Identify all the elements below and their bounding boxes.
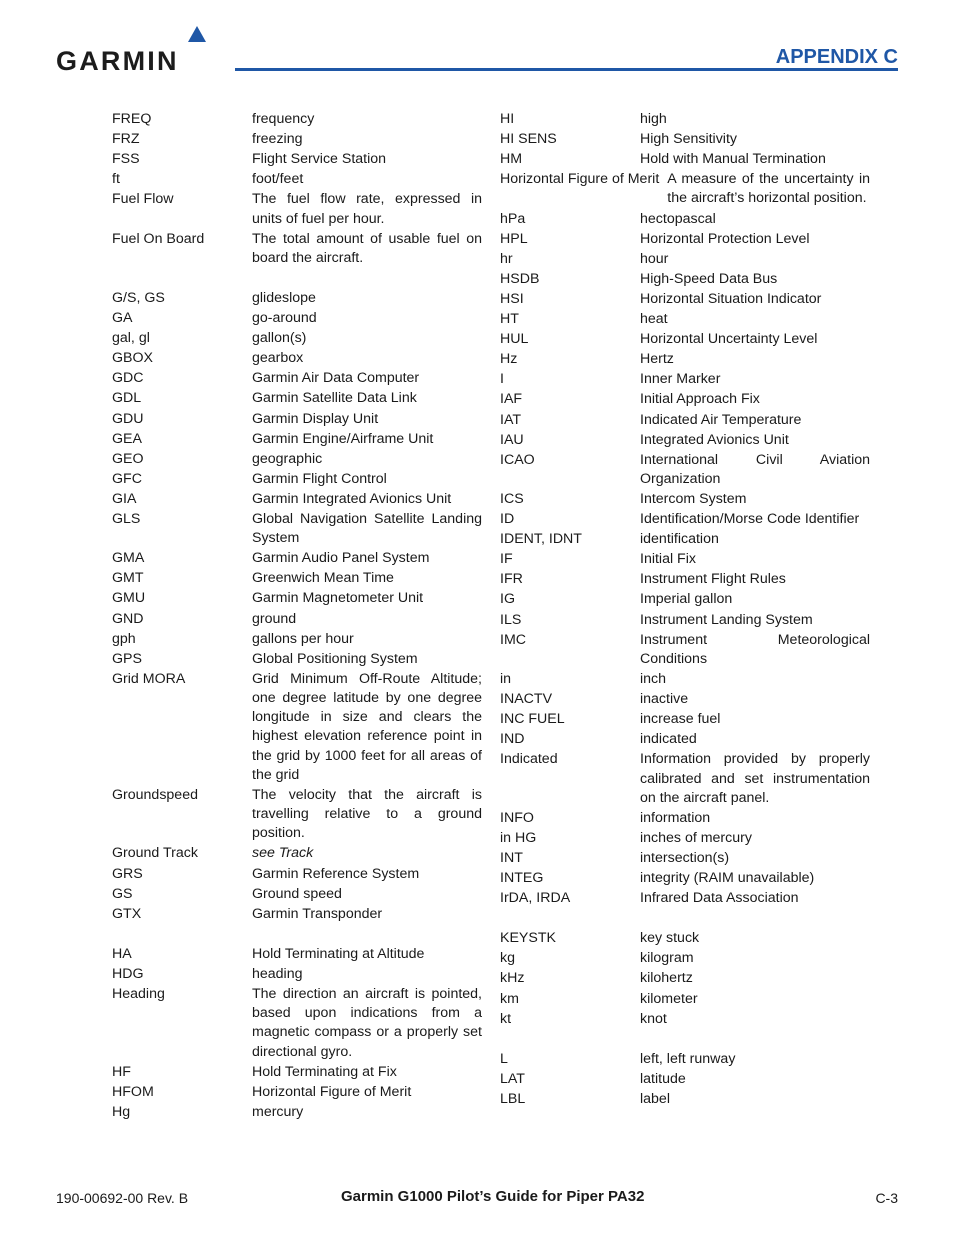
glossary-definition: Horizontal Uncertainty Level: [640, 331, 818, 348]
glossary-left-column: [112, 110, 482, 1123]
glossary-entry: [500, 230, 870, 249]
glossary-entry: [112, 945, 482, 964]
glossary-entry: [500, 170, 870, 208]
glossary-term: GMU: [112, 590, 146, 607]
glossary-entry: [112, 549, 482, 568]
glossary-entry: [500, 390, 870, 409]
glossary-term: IMC: [500, 631, 527, 648]
glossary-definition: Garmin Integrated Avionics Unit: [252, 490, 452, 507]
glossary-definition: Hertz: [640, 351, 674, 368]
glossary-term: ICAO: [500, 451, 535, 468]
glossary-term: GDC: [112, 370, 144, 387]
glossary-definition: Indicated Air Temperature: [640, 411, 802, 428]
glossary-definition: Identification/Morse Code Identifier: [640, 511, 860, 528]
glossary-entry: [500, 250, 870, 269]
footer-page-number: C-3: [875, 1190, 898, 1206]
glossary-definition: High Sensitivity: [640, 131, 737, 148]
glossary-definition: Inner Marker: [640, 371, 721, 388]
glossary-term: kt: [500, 1010, 512, 1027]
glossary-definition: heading: [252, 965, 303, 982]
glossary-entry: [112, 844, 482, 863]
glossary-definition: gallon(s): [252, 330, 307, 347]
glossary-term: HFOM: [112, 1083, 154, 1100]
glossary-definition: Initial Approach Fix: [640, 391, 760, 408]
glossary-definition: Intercom System: [640, 491, 747, 507]
glossary-entry: [112, 130, 482, 149]
glossary-definition: kilometer: [640, 990, 698, 1007]
glossary-definition: indicated: [640, 731, 697, 748]
glossary-definition: Flight Service Station: [252, 151, 387, 168]
glossary-term: HPL: [500, 230, 528, 247]
glossary-entry: [112, 569, 482, 588]
glossary-term: GPS: [112, 650, 142, 667]
glossary-term: gph: [112, 630, 136, 647]
glossary-term: HI: [500, 111, 515, 127]
glossary-definition: Imperial gallon: [640, 591, 733, 608]
glossary-entry: [500, 990, 870, 1009]
glossary-term: GEA: [112, 430, 142, 447]
glossary-entry: [500, 411, 870, 430]
glossary-entry: [500, 1070, 870, 1089]
glossary-definition: Infrared Data Association: [640, 890, 799, 907]
glossary-definition: inch: [640, 670, 667, 687]
glossary-definition: gallons per hour: [252, 630, 354, 647]
glossary-definition: knot: [640, 1010, 667, 1027]
glossary-entry: [112, 865, 482, 884]
glossary-term: Fuel Flow: [112, 191, 174, 208]
glossary-definition: kilohertz: [640, 970, 693, 987]
glossary-term: HF: [112, 1063, 131, 1080]
glossary-term: I: [500, 371, 504, 388]
glossary-entry: [500, 710, 870, 729]
glossary-entry: [500, 370, 870, 389]
glossary-entry: [500, 290, 870, 309]
glossary-definition: The total amount of usable fuel on board the aircraft.: [252, 230, 482, 266]
glossary-entry: [500, 829, 870, 848]
glossary-definition: Hold Terminating at Altitude: [252, 945, 425, 962]
glossary-definition: Instrument Meteorological Conditions: [640, 631, 870, 667]
logo-wordmark: GARMIN: [56, 46, 179, 76]
glossary-term: INC FUEL: [500, 711, 565, 728]
glossary-term: Groundspeed: [112, 786, 198, 803]
glossary-term: GRS: [112, 865, 143, 882]
glossary-entry: [112, 450, 482, 469]
glossary-term: KEYSTK: [500, 930, 556, 947]
glossary-entry: [112, 329, 482, 348]
glossary-entry: [500, 270, 870, 289]
glossary-term: HM: [500, 151, 523, 168]
glossary-term: Ground Track: [112, 845, 198, 862]
glossary-definition: see Track: [252, 845, 314, 862]
glossary-term: IFR: [500, 571, 523, 588]
glossary-definition: Hold Terminating at Fix: [252, 1063, 397, 1080]
glossary-definition: The direction an aircraft is pointed, based upon indications from a magnetic compass or a properly set directional gyro.: [252, 986, 482, 1060]
glossary-entry: [500, 550, 870, 569]
glossary-entry: [112, 1063, 482, 1082]
glossary-entry: [500, 510, 870, 529]
glossary-term: Horizontal Figure of Merit: [500, 171, 660, 188]
glossary-term: GND: [112, 610, 144, 627]
glossary-entry: [112, 470, 482, 489]
glossary-definition: intersection(s): [640, 850, 730, 867]
glossary-entry: [500, 150, 870, 169]
glossary-entry: [500, 889, 870, 908]
section-gap: [112, 269, 482, 289]
footer-doc-number: 190-00692-00 Rev. B: [56, 1190, 189, 1206]
glossary-entry: [112, 230, 482, 268]
glossary-term: Hg: [112, 1103, 131, 1120]
glossary-term: IAF: [500, 391, 523, 408]
glossary-entry: [112, 349, 482, 368]
glossary-term: INT: [500, 850, 523, 867]
glossary-definition: Global Navigation Satellite Landing System: [252, 511, 482, 547]
section-gap: [500, 1030, 870, 1050]
glossary-entry: [500, 631, 870, 669]
glossary-entry: [500, 110, 870, 129]
glossary-term: GTX: [112, 905, 142, 922]
section-gap: [112, 925, 482, 945]
glossary-definition: heat: [640, 311, 668, 328]
glossary-definition: freezing: [252, 131, 303, 148]
glossary-definition: Garmin Air Data Computer: [252, 370, 420, 387]
glossary-entry: [112, 190, 482, 228]
glossary-term: GIA: [112, 490, 137, 507]
glossary-definition: A measure of the uncertainty in the aircraft’s horizontal position.: [667, 171, 870, 207]
glossary-term: INFO: [500, 809, 534, 826]
glossary-entry: [112, 490, 482, 509]
glossary-definition: mercury: [252, 1103, 304, 1120]
glossary-entry: [500, 611, 870, 630]
glossary-definition: increase fuel: [640, 711, 721, 728]
glossary-term: FSS: [112, 151, 140, 168]
glossary-entry: [500, 330, 870, 349]
glossary-entry: [500, 849, 870, 868]
glossary-definition: integrity (RAIM unavailable): [640, 870, 815, 887]
glossary-entry: [500, 451, 870, 489]
glossary-definition: label: [640, 1090, 670, 1107]
glossary-definition: hectopascal: [640, 210, 716, 227]
glossary-term: ft: [112, 171, 120, 188]
glossary-term: LBL: [500, 1090, 526, 1107]
glossary-definition: frequency: [252, 111, 315, 127]
glossary-term: IND: [500, 731, 525, 748]
glossary-definition: Horizontal Figure of Merit: [252, 1083, 412, 1100]
glossary-entry: [112, 670, 482, 785]
glossary-entry: [500, 750, 870, 808]
glossary-definition: Information provided by properly calibrated and set instrumentation on the aircraft panel.: [640, 751, 870, 806]
glossary-definition: latitude: [640, 1070, 686, 1087]
glossary-definition: Hold with Manual Termination: [640, 151, 826, 168]
glossary-definition: Greenwich Mean Time: [252, 570, 394, 587]
glossary-definition: Instrument Landing System: [640, 611, 813, 628]
glossary-entry: [500, 310, 870, 329]
glossary-entry: [112, 786, 482, 844]
glossary-entry: [112, 389, 482, 408]
glossary-entry: [500, 949, 870, 968]
glossary-term: GA: [112, 310, 133, 327]
glossary-term: GMA: [112, 550, 145, 567]
glossary-definition: inactive: [640, 691, 689, 708]
glossary-term: L: [500, 1050, 508, 1067]
glossary-term: INACTV: [500, 691, 553, 708]
glossary-entry: [500, 431, 870, 450]
glossary-definition: Garmin Satellite Data Link: [252, 390, 417, 407]
glossary-term: kg: [500, 950, 515, 967]
glossary-term: Indicated: [500, 751, 558, 768]
glossary-definition: ground: [252, 610, 297, 627]
glossary-definition: Garmin Audio Panel System: [252, 550, 430, 567]
glossary-term: HI SENS: [500, 131, 557, 148]
glossary-term: GDL: [112, 390, 142, 407]
glossary-entry: [500, 1010, 870, 1029]
glossary-entry: [112, 610, 482, 629]
glossary-term: IrDA, IRDA: [500, 890, 571, 907]
glossary-definition: Horizontal Protection Level: [640, 230, 810, 247]
glossary-term: ILS: [500, 611, 522, 628]
glossary-definition: kilogram: [640, 950, 694, 967]
glossary-definition: inches of mercury: [640, 829, 752, 846]
glossary-entry: [112, 170, 482, 189]
glossary-term: G/S, GS: [112, 289, 165, 306]
glossary-term: HSI: [500, 290, 524, 307]
glossary-entry: [112, 650, 482, 669]
glossary-definition: Garmin Magnetometer Unit: [252, 590, 424, 607]
glossary-definition: Horizontal Situation Indicator: [640, 290, 822, 307]
glossary-entry: [112, 885, 482, 904]
glossary-definition: Ground speed: [252, 885, 342, 902]
glossary-entry: [500, 869, 870, 888]
glossary-entry: [112, 110, 482, 129]
glossary-definition: gearbox: [252, 350, 304, 367]
glossary-entry: [500, 929, 870, 948]
glossary-term: HSDB: [500, 270, 540, 287]
glossary-definition: Garmin Flight Control: [252, 470, 387, 487]
glossary-term: Heading: [112, 986, 165, 1003]
glossary-entry: [112, 510, 482, 548]
glossary-entry: [112, 410, 482, 429]
glossary-definition: identification: [640, 531, 719, 548]
glossary-term: GFC: [112, 470, 142, 487]
glossary-term: hPa: [500, 210, 526, 227]
glossary-entry: [112, 985, 482, 1062]
glossary-term: LAT: [500, 1070, 525, 1087]
glossary-entry: [112, 289, 482, 308]
glossary-term: km: [500, 990, 519, 1007]
glossary-entry: [112, 905, 482, 924]
glossary-term: GBOX: [112, 350, 153, 367]
glossary-entry: [112, 309, 482, 328]
glossary-term: IF: [500, 551, 513, 568]
glossary-term: HT: [500, 311, 519, 328]
glossary-term: Fuel On Board: [112, 230, 205, 247]
glossary-term: gal, gl: [112, 330, 150, 347]
glossary-definition: high: [640, 111, 667, 127]
glossary-term: FRZ: [112, 131, 140, 148]
glossary-term: IAU: [500, 431, 524, 448]
glossary-entry: [500, 210, 870, 229]
glossary-entry: [500, 690, 870, 709]
glossary-definition: foot/feet: [252, 171, 304, 188]
glossary-entry: [112, 369, 482, 388]
glossary-term: kHz: [500, 970, 525, 987]
glossary-definition: Integrated Avionics Unit: [640, 431, 789, 448]
garmin-logo: [56, 24, 218, 76]
glossary-definition: Garmin Display Unit: [252, 410, 379, 427]
glossary-definition: Garmin Engine/Airframe Unit: [252, 430, 434, 447]
glossary-entry: [500, 1090, 870, 1109]
glossary-entry: [500, 670, 870, 689]
glossary-entry: [500, 809, 870, 828]
glossary-definition: glideslope: [252, 289, 316, 306]
glossary-entry: [112, 150, 482, 169]
glossary-definition: The velocity that the aircraft is travelling relative to a ground position.: [252, 786, 482, 842]
glossary-entry: [112, 589, 482, 608]
glossary-definition: Instrument Flight Rules: [640, 571, 786, 588]
footer-title: Garmin G1000 Pilot’s Guide for Piper PA32: [341, 1188, 645, 1205]
glossary-definition: key stuck: [640, 930, 700, 947]
glossary-definition: Grid Minimum Off-Route Altitude; one degree latitude by one degree longitude in size and clears the highest elevation reference point in the grid by 1000 feet for all areas of the grid: [252, 670, 482, 783]
glossary-term: in HG: [500, 829, 537, 846]
glossary-entry: [500, 490, 870, 509]
glossary-entry: [500, 969, 870, 988]
glossary-term: ID: [500, 511, 515, 528]
glossary-term: GEO: [112, 450, 144, 467]
glossary-term: hr: [500, 250, 513, 267]
glossary-definition: High-Speed Data Bus: [640, 270, 778, 287]
section-gap: [500, 909, 870, 929]
glossary-term: HUL: [500, 331, 529, 348]
glossary-term: HDG: [112, 965, 144, 982]
glossary-term: FREQ: [112, 111, 152, 127]
glossary-right-column: [500, 110, 870, 1110]
glossary-definition: information: [640, 809, 711, 826]
glossary-entry: [500, 350, 870, 369]
glossary-entry: [500, 530, 870, 549]
glossary-entry: [112, 1103, 482, 1122]
glossary-definition: International Civil Aviation Organization: [640, 451, 870, 487]
glossary-definition: left, left runway: [640, 1050, 736, 1067]
glossary-term: IAT: [500, 411, 522, 428]
glossary-term: GLS: [112, 511, 141, 527]
glossary-entry: [112, 430, 482, 449]
glossary-entry: [500, 1050, 870, 1069]
glossary-entry: [112, 630, 482, 649]
glossary-definition: hour: [640, 250, 669, 267]
glossary-term: Grid MORA: [112, 670, 186, 687]
glossary-definition: Global Positioning System: [252, 650, 418, 667]
glossary-definition: go-around: [252, 310, 317, 327]
glossary-term: GMT: [112, 570, 144, 587]
glossary-entry: [112, 1083, 482, 1102]
glossary-entry: [500, 590, 870, 609]
glossary-definition: Initial Fix: [640, 551, 696, 568]
glossary-term: HA: [112, 945, 132, 962]
glossary-term: in: [500, 670, 512, 687]
glossary-term: IDENT, IDNT: [500, 531, 582, 548]
glossary-entry: [500, 570, 870, 589]
glossary-entry: [500, 130, 870, 149]
glossary-definition: Garmin Reference System: [252, 865, 420, 882]
glossary-entry: [112, 965, 482, 984]
glossary-definition: geographic: [252, 450, 323, 467]
glossary-definition: Garmin Transponder: [252, 905, 383, 922]
section-title: APPENDIX C: [775, 46, 898, 68]
glossary-term: INTEG: [500, 870, 544, 887]
glossary-term: GS: [112, 885, 133, 902]
glossary-term: IG: [500, 591, 515, 608]
glossary-term: ICS: [500, 491, 524, 507]
glossary-definition: The fuel flow rate, expressed in units of fuel per hour.: [252, 191, 482, 227]
glossary-entry: [500, 730, 870, 749]
glossary-term: Hz: [500, 351, 518, 368]
glossary-term: GDU: [112, 410, 144, 427]
